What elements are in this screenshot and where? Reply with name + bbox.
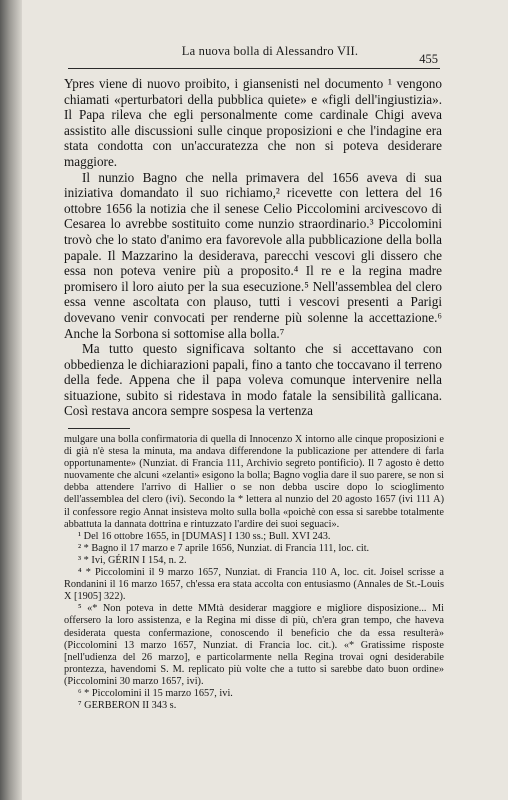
footnote-separator bbox=[68, 428, 130, 429]
footnote-6: ⁶ * Piccolomini il 15 marzo 1657, ivi. bbox=[78, 687, 233, 699]
paragraph-2: Il nunzio Bagno che nella primavera del 1656 aveva di sua iniziativa domandato il suo richiamo,² ricevette con lettera del 16 ottobre 1656 la notizia che il senese Celio Piccolomini arcivescovo di Cesarea lo avrebbe sostituito come nunzio straordinario.³ Piccolomini trovò che lo stato d'animo era favorevole alla pubblicazione della bolla papale. Il Mazzarino la desiderava, parecchi vescovi gli dissero che essa non poteva venire più a proposito.⁴ Il re e la regina madre promisero il loro aiuto per la sua esecuzione.⁵ Nell'assemblea del clero essa venne ascoltata con plauso, tutti i vescovi presenti a Parigi dovevano venir convocati per renderne più solenne la accettazione.⁶ Anche la Sorbona si sottomise alla bolla.⁷ bbox=[64, 169, 442, 341]
footnote-2: ² * Bagno il 17 marzo e 7 aprile 1656, Nunziat. di Francia 111, loc. cit. bbox=[78, 542, 370, 554]
footnote-5: ⁵ «* Non poteva in dette MMtà desiderar maggiore e migliore disposizione... Mi offersero la loro assistenza, e la Regina mi disse di più, ch'era gran tempo, che haveva desiderata questa confermazione, conoscendo il beneficio che da essa resulterà» (Piccolomini 13 marzo 1657, Nunziat. di Francia loc. cit.). «* Gratissime risposte [nell'udienza del 26 marzo], e particolarmente nella Regina trovai ogni desiderabile prontezza, havendomi S. M. replicato più volte che a tutto si sarebbe dato buon ordine» (Piccolomini 30 marzo 1657, ivi). bbox=[64, 603, 444, 687]
footnote-7: ⁷ GERBERON II 343 s. bbox=[78, 700, 177, 712]
footnote-3: ³ * Ivi, GÉRIN I 154, n. 2. bbox=[78, 554, 187, 566]
header-rule bbox=[68, 68, 440, 69]
running-header: La nuova bolla di Alessandro VII. bbox=[181, 44, 359, 58]
footnote-1: ¹ Del 16 ottobre 1655, in [DUMAS] I 130 ss.; Bull. XVI 243. bbox=[78, 530, 331, 542]
book-spine-shadow bbox=[0, 0, 22, 800]
footnote-4: ⁴ * Piccolomini il 9 marzo 1657, Nunziat. di Francia 110 A, loc. cit. Joisel scrisse a Rondanini il 16 marzo 1657, ch'essa era stata accolta con entusiasmo (Annales de St.-Louis X [1905] 322). bbox=[64, 567, 444, 603]
paragraph-1: Ypres viene di nuovo proibito, i giansenisti nel documento ¹ vengono chiamati «perturbatori della pubblica quiete» e «figli dell'ingiustizia». Il Papa rileva che egli personalmente come cardinale Chigi aveva assistito alle discussioni sulle cinque proposizioni e che l'indagine era stata condotta con un'accuratezza che non si poteva desiderare maggiore. bbox=[64, 76, 442, 169]
paragraph-3: Ma tutto questo significava soltanto che si accettavano con obbedienza le dichiarazioni papali, fino a tanto che toccavano il terreno della fede. Appena che il papa voleva comunque intervenire nella situazione, subito si ridestava in modo fatale la sensibilità gallicana. Così restava ancora sempre sospesa la vertenza bbox=[64, 341, 442, 419]
footnotes bbox=[64, 434, 444, 712]
footnote-continuation: mulgare una bolla confirmatoria di quella di Innocenzo X intorno alle cinque proposizioni e di già n'è stesa la minuta, ma andava differendone la publicazione per attendere di farla opportunamente» (Nunziat. di Francia 111, Archivio segreto pontificio). Il 7 agosto è detto nuovamente che alcuni «zelanti» esigono la bolla; Bagno voglia dare il suo parere, se non si debba attendere l'arrivo di Hallier o se non debba uscire dopo lo scioglimento dell'assemblea del clero (ivi). Secondo la * lettera al nunzio del 20 agosto 1657 (ivi 111 A) il confessore regio Annat insisteva molto sulla bolla «poichè con essa si sarebbe totalmente abbattuta la dannata dottrina e rintuzzato l'ardire dei suoi seguaci». bbox=[64, 434, 444, 530]
main-text bbox=[64, 76, 442, 419]
page-number: 455 bbox=[419, 52, 438, 66]
